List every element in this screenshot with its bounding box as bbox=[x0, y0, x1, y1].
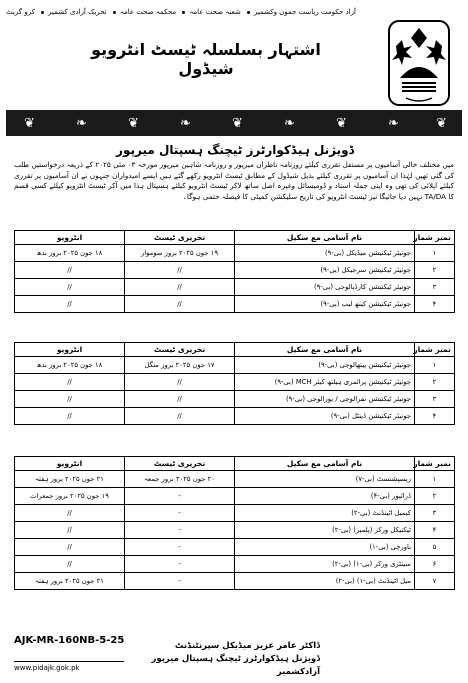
column-header: انٹرویو bbox=[15, 457, 125, 471]
written-test-cell: - bbox=[125, 505, 235, 522]
table-row bbox=[15, 374, 455, 391]
website-link[interactable]: www.pidajk.gok.pk bbox=[14, 664, 80, 672]
written-test-cell: // bbox=[125, 391, 235, 408]
top-line-item: شعبہ صحت عامہ bbox=[189, 8, 241, 16]
column-header: نمبر شمار bbox=[415, 343, 455, 357]
officer-office: ڈویژنل ہیڈکوارٹرز ٹیچنگ ہسپتال میرپور آزادکشمیر bbox=[151, 654, 320, 677]
table-row bbox=[15, 279, 455, 296]
column-header: نمبر شمار bbox=[415, 231, 455, 245]
interview-cell: ۱۹ جون ۲۰۲۵ بروز جمعرات bbox=[15, 488, 125, 505]
top-line-item: تحریک آزادی کشمیر bbox=[48, 8, 107, 16]
interview-cell: // bbox=[15, 262, 125, 279]
interview-cell: // bbox=[15, 556, 125, 573]
schedule-table-3 bbox=[14, 456, 455, 590]
interview-cell: // bbox=[15, 408, 125, 425]
table-row bbox=[15, 391, 455, 408]
written-test-cell: - bbox=[125, 539, 235, 556]
serial-cell: ۴ bbox=[415, 522, 455, 539]
interview-cell: // bbox=[15, 279, 125, 296]
post-cell: جونیئر ٹیکنیشن میڈیکل (بی-۹) bbox=[235, 245, 415, 262]
header bbox=[6, 6, 462, 137]
leaf-icon: ❦ bbox=[232, 116, 243, 131]
leaf-icon: ❦ bbox=[436, 116, 447, 131]
government-emblem-icon bbox=[388, 20, 450, 106]
table-row bbox=[15, 573, 455, 590]
column-header: نمبر شمار bbox=[415, 457, 455, 471]
leaf-icon: ❧ bbox=[76, 116, 87, 131]
interview-cell: ۱۸ جون ۲۰۲۵ بروز بدھ bbox=[15, 245, 125, 262]
column-header: نام آسامی مع سکیل bbox=[235, 457, 415, 471]
interview-cell: // bbox=[15, 522, 125, 539]
decorative-leaf-band bbox=[6, 110, 462, 136]
schedule-table-1 bbox=[14, 230, 455, 313]
table-row bbox=[15, 505, 455, 522]
intro-paragraph: میں مختلف خالی آسامیوں پر مستقل تقرری کیلئے روزنامہ ناظران میرپور و روزنامہ شاہین میرپور مورخہ ۰۳ مئی ۲۰۲۵ کے ذریعہ درخواستیں طلب کی گئی تھیں لہٰذا ان آسامیوں پر تقرری کیلئے بذیل شیڈول کے مطابق ٹیسٹ انٹرویو رکھے گئے ہیں ایسے امیدواران جنہوں نے ان آسامیوں پر تقرری کیلئے اپلائی کی تھی وہ اپنی جملہ اسناد و ڈومیسائل وغیرہ اصل ساتھ لاکر ٹیسٹ انٹرویو کیلئے ہسپتال ہذا میں آکر ٹیسٹ انٹرویو کیلئے کسی قسم کا TA/DA نہیں دیا جائیگا نیز ٹیسٹ انٹرویو کی تاریخ سلیکشن کمیٹی کا فیصلہ حتمی ہوگا۔ bbox=[14, 160, 455, 201]
interview-cell: ۱۸ جون ۲۰۲۵ بروز بدھ bbox=[15, 357, 125, 374]
serial-cell: ۲ bbox=[415, 488, 455, 505]
interview-cell: ۲۱ جون ۲۰۲۵ بروز ہفتہ bbox=[15, 471, 125, 488]
post-cell: جونیئر ٹیکنیشن پرائمری ہیلتھ کیئر MCH (بی-۹) bbox=[235, 374, 415, 391]
leaf-icon: ❧ bbox=[180, 116, 191, 131]
serial-cell: ۲ bbox=[415, 374, 455, 391]
column-header: تحریری ٹیسٹ bbox=[125, 343, 235, 357]
post-cell: میل اٹینڈنٹ (بی-۱) (بی-۲) bbox=[235, 573, 415, 590]
column-header: تحریری ٹیسٹ bbox=[125, 231, 235, 245]
serial-cell: ۵ bbox=[415, 539, 455, 556]
post-cell: جونیئر ٹیکنیشن نفرالوجی / یورالوجی (بی-۹) bbox=[235, 391, 415, 408]
reference-number: AJK-MR-160NB-5-25 bbox=[14, 635, 125, 646]
written-test-cell: // bbox=[125, 262, 235, 279]
top-line-item: کرو گریٹ bbox=[6, 8, 35, 16]
serial-cell: ۱ bbox=[415, 245, 455, 262]
interview-cell: ۲۱ جون ۲۰۲۵ بروز ہفتہ bbox=[15, 573, 125, 590]
table-row bbox=[15, 488, 455, 505]
column-header: تحریری ٹیسٹ bbox=[125, 457, 235, 471]
written-test-cell: ۱۷ جون ۲۰۲۵ بروز منگل bbox=[125, 357, 235, 374]
leaf-icon: ❧ bbox=[284, 116, 295, 131]
written-test-cell: ۱۹ جون ۲۰۲۵ بروز سوموار bbox=[125, 245, 235, 262]
divider bbox=[14, 661, 124, 662]
written-test-cell: - bbox=[125, 522, 235, 539]
post-cell: جونیئر ٹیکنیشن کارڈیالوجی (بی-۹) bbox=[235, 279, 415, 296]
post-cell: ڈرائیور (بی-۴) bbox=[235, 488, 415, 505]
schedule-table-2 bbox=[14, 342, 455, 425]
leaf-icon: ❧ bbox=[388, 116, 399, 131]
column-header: انٹرویو bbox=[15, 231, 125, 245]
serial-cell: ۴ bbox=[415, 296, 455, 313]
serial-cell: ۱ bbox=[415, 471, 455, 488]
serial-cell: ۲ bbox=[415, 262, 455, 279]
post-cell: سینٹری ورکر (بی-۱) (بی-۲) bbox=[235, 556, 415, 573]
top-line-item: آزاد حکومت ریاست جموں وکشمیر bbox=[253, 8, 356, 16]
table-row bbox=[15, 522, 455, 539]
interview-cell: // bbox=[15, 391, 125, 408]
table-header-row bbox=[15, 457, 455, 471]
column-header: انٹرویو bbox=[15, 343, 125, 357]
serial-cell: ۷ bbox=[415, 573, 455, 590]
table-row bbox=[15, 357, 455, 374]
officer-name: ڈاکٹر عامر عزیز میڈیکل سپرنٹنڈنٹ bbox=[174, 641, 320, 651]
leaf-icon: ❦ bbox=[24, 116, 35, 131]
table-row bbox=[15, 408, 455, 425]
top-line-item: محکمہ صحت عامہ bbox=[119, 8, 177, 16]
table-header-row bbox=[15, 231, 455, 245]
post-cell: جونیئر ٹیکنیشن ڈینٹل (بی-۹) bbox=[235, 408, 415, 425]
table-row bbox=[15, 245, 455, 262]
leaf-icon: ❦ bbox=[128, 116, 139, 131]
column-header: نام آسامی مع سکیل bbox=[235, 343, 415, 357]
office-title: ڈویژنل ہیڈکوارٹرز ٹیچنگ ہسپتال میرپور bbox=[116, 143, 354, 157]
interview-cell: // bbox=[15, 296, 125, 313]
written-test-cell: // bbox=[125, 296, 235, 313]
serial-cell: ۳ bbox=[415, 391, 455, 408]
serial-cell: ۴ bbox=[415, 408, 455, 425]
page-title: اشتہار بسلسلہ ٹیسٹ انٹرویو شیڈول bbox=[91, 40, 321, 78]
signatory-block bbox=[150, 640, 320, 679]
written-test-cell: - bbox=[125, 573, 235, 590]
written-test-cell: - bbox=[125, 556, 235, 573]
post-cell: باورچی (بی-۱) bbox=[235, 539, 415, 556]
table-row bbox=[15, 296, 455, 313]
interview-cell: // bbox=[15, 505, 125, 522]
written-test-cell: // bbox=[125, 279, 235, 296]
serial-cell: ۱ bbox=[415, 357, 455, 374]
post-cell: ٹیکنیکل ورکر (پلمبر) (بی-۲) bbox=[235, 522, 415, 539]
post-cell: ریسپشنسٹ (بی-۷) bbox=[235, 471, 415, 488]
post-cell: کیمیل اٹینڈنٹ (بی-۲) bbox=[235, 505, 415, 522]
serial-cell: ۳ bbox=[415, 279, 455, 296]
interview-cell: // bbox=[15, 374, 125, 391]
post-cell: جونیئر ٹیکنیشن پیتھالوجی (بی-۹) bbox=[235, 357, 415, 374]
written-test-cell: ۲۰ جون ۲۰۲۵ بروز جمعہ bbox=[125, 471, 235, 488]
table-row bbox=[15, 471, 455, 488]
table-row bbox=[15, 262, 455, 279]
leaf-icon: ❦ bbox=[336, 116, 347, 131]
written-test-cell: // bbox=[125, 374, 235, 391]
column-header: نام آسامی مع سکیل bbox=[235, 231, 415, 245]
interview-cell: // bbox=[15, 539, 125, 556]
header-top-line bbox=[6, 8, 356, 18]
table-row bbox=[15, 539, 455, 556]
written-test-cell: - bbox=[125, 488, 235, 505]
written-test-cell: // bbox=[125, 408, 235, 425]
post-cell: جونیئر ٹیکنیشن سرجیکل (بی-۹) bbox=[235, 262, 415, 279]
table-row bbox=[15, 556, 455, 573]
post-cell: جونیئر ٹیکنیشن کیتھ لیب (بی-۹) bbox=[235, 296, 415, 313]
table-header-row bbox=[15, 343, 455, 357]
serial-cell: ۳ bbox=[415, 505, 455, 522]
serial-cell: ۶ bbox=[415, 556, 455, 573]
